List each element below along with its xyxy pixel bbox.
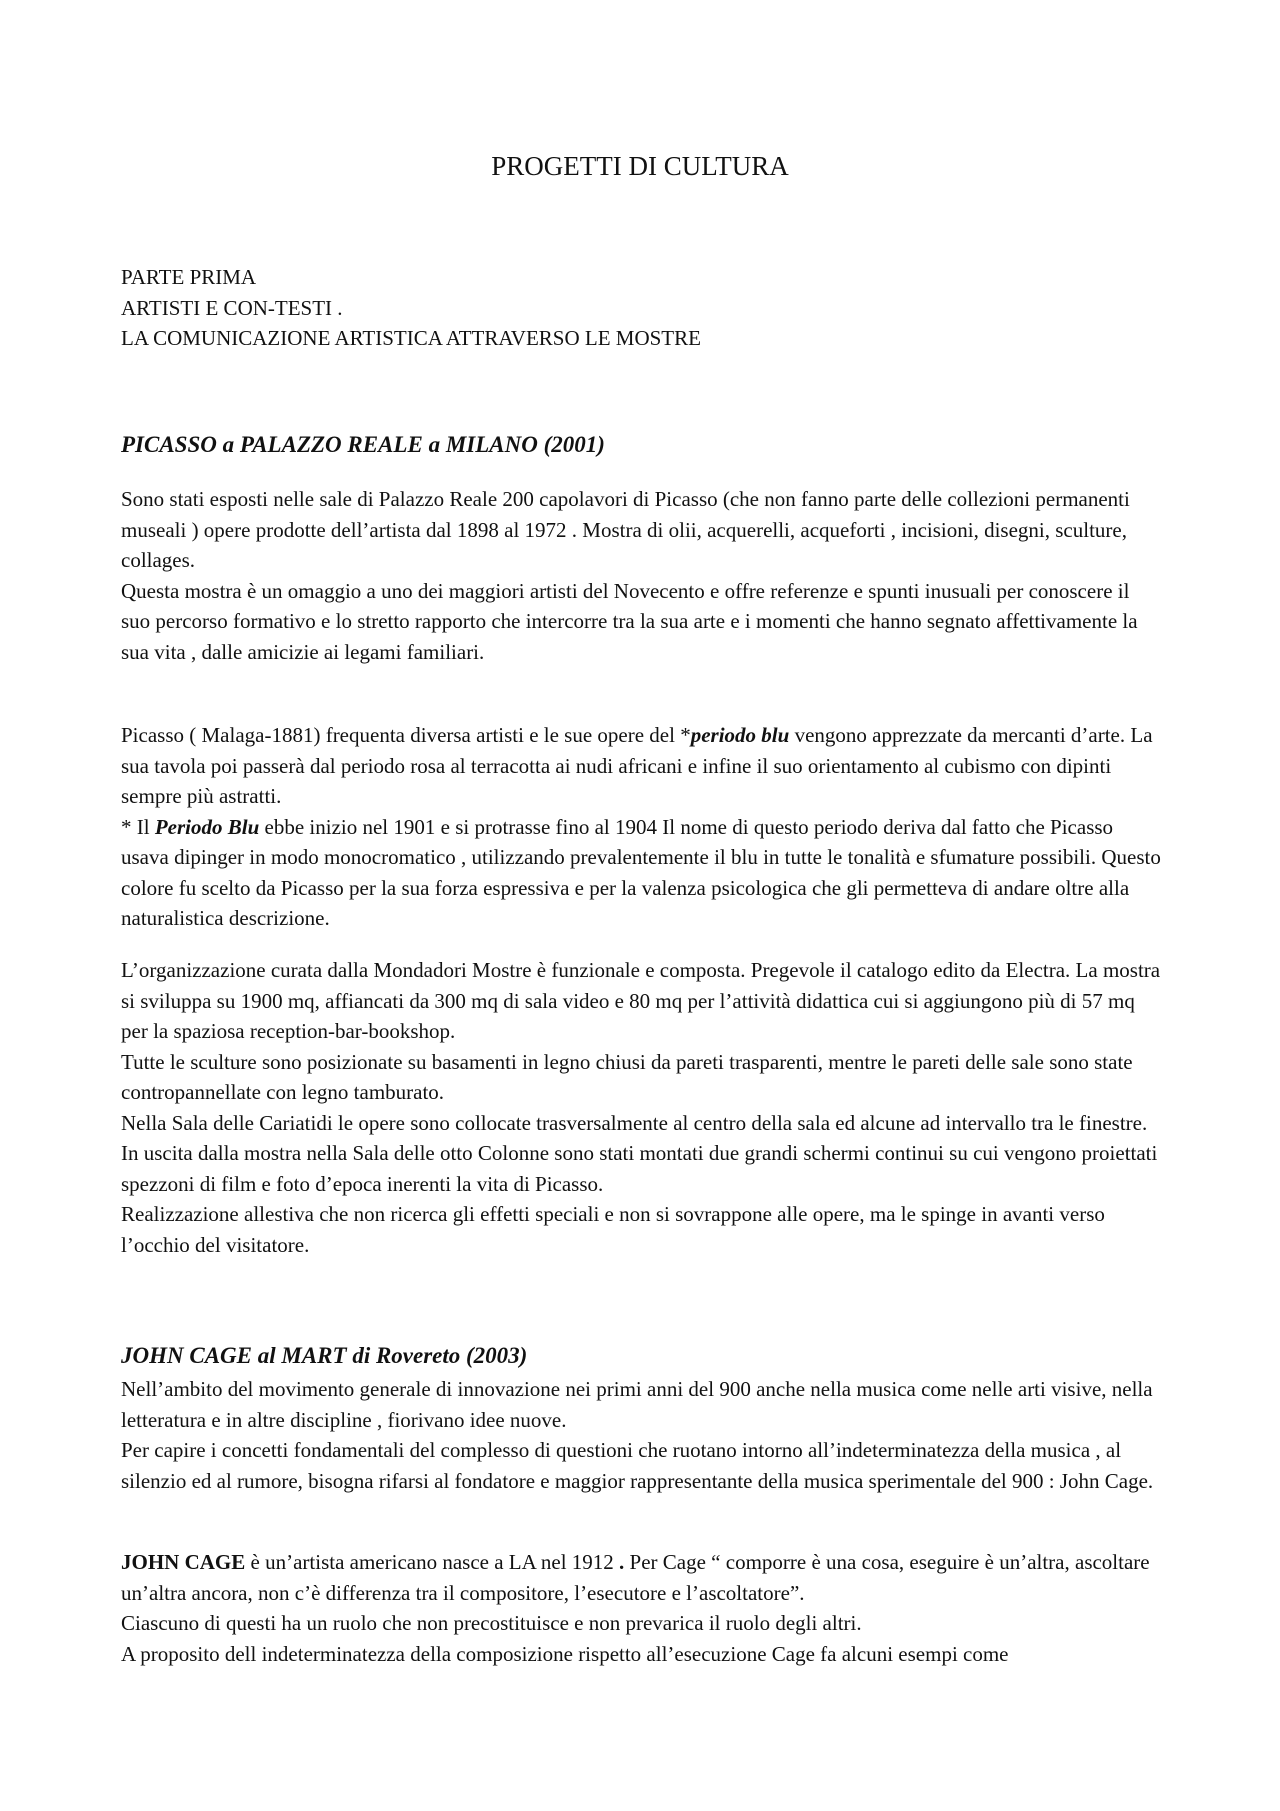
- john-cage-name: JOHN CAGE: [121, 1550, 246, 1574]
- picasso-intro-block: [121, 484, 1161, 667]
- cage-paragraph-3: [121, 1547, 1161, 1608]
- picasso-organizzazione-block: [121, 955, 1161, 1260]
- picasso-section-heading: PICASSO a PALAZZO REALE a MILANO (2001): [121, 432, 605, 457]
- picasso-paragraph-5: L’organizzazione curata dalla Mondadori Mostre è funzionale e composta. Pregevole il catalogo edito da Electra. La mostra si sviluppa su 1900 mq, affiancati da 300 mq di sala video e 80 mq per l’attività didattica cui si aggiungono più di 57 mq per la spaziosa reception-bar-bookshop.: [121, 958, 1161, 1043]
- cage-paragraph-5: A proposito dell indeterminatezza della composizione rispetto all’esecuzione Cage fa alcuni esempi come: [121, 1641, 1009, 1666]
- cage-bio-block: [121, 1547, 1161, 1669]
- picasso-paragraph-8: Realizzazione allestiva che non ricerca gli effetti speciali e non si sovrappone alle opere, ma le spinge in avanti verso l’occhio del visitatore.: [121, 1202, 1105, 1257]
- periodo-blu-term: Periodo Blu: [154, 814, 260, 839]
- para3-text-after: vengono apprezzate da mercanti d’arte. La sua tavola poi passerà dal periodo rosa al terracotta ai nudi africani e infine il suo orientamento al cubismo con dipinti sempre più astratti.: [121, 723, 1153, 808]
- cage-para3-after: Per Cage “ comporre è una cosa, eseguire è un’altra, ascoltare un’altra ancora, non c’è differenza tra il compositore, l’esecutore e l’ascoltatore”.: [121, 1550, 1150, 1605]
- cage-intro-block: [121, 1374, 1161, 1496]
- cage-paragraph-1: Nell’ambito del movimento generale di innovazione nei primi anni del 900 anche nella musica come nelle arti visive, nella letteratura e in altre discipline , fiorivano idee nuove.: [121, 1377, 1153, 1432]
- cage-section-heading: JOHN CAGE al MART di Rovereto (2003): [121, 1343, 528, 1368]
- para4-text-before: * Il: [121, 814, 155, 839]
- para4-text-after: ebbe inizio nel 1901 e si protrasse fino al 1904 Il nome di questo periodo deriva dal fatto che Picasso usava dipinger in modo monocromatico , utilizzando prevalentemente il blu in tutte le tonalità e sfumature possibili. Questo colore fu scelto da Picasso per la sua forza espressiva e per la valenza psicologica che gli permetteva di andare oltre alla naturalistica descrizione.: [121, 814, 1161, 930]
- picasso-paragraph-4: [121, 812, 1161, 934]
- document-title: PROGETTI DI CULTURA: [491, 151, 789, 181]
- picasso-paragraph-3: [121, 720, 1161, 812]
- picasso-paragraph-6: Tutte le sculture sono posizionate su basamenti in legno chiusi da pareti trasparenti, mentre le pareti delle sale sono state contropannellate con legno tamburato.: [121, 1049, 1133, 1104]
- picasso-paragraph-7: Nella Sala delle Cariatidi le opere sono collocate trasversalmente al centro della sala ed alcune ad intervallo tra le finestre. In uscita dalla mostra nella Sala delle otto Colonne sono stati montati due grandi schermi continui su cui vengono proiettati spezzoni di film e foto d’epoca inerenti la vita di Picasso.: [121, 1110, 1158, 1196]
- parte-line-2: ARTISTI E CON-TESTI .: [121, 295, 343, 320]
- picasso-periodo-block: [121, 720, 1161, 934]
- cage-paragraph-2: Per capire i concetti fondamentali del complesso di questioni che ruotano intorno all’indeterminatezza della musica , al silenzio ed al rumore, bisogna rifarsi al fondatore e maggior rappresentante della musica sperimentale del 900 : John Cage.: [121, 1438, 1154, 1493]
- parte-line-1: PARTE PRIMA: [121, 265, 257, 289]
- parte-prima-block: [121, 262, 1161, 354]
- cage-paragraph-4: Ciascuno di questi ha un ruolo che non precostituisce e non prevarica il ruolo degli altri.: [121, 1611, 862, 1635]
- picasso-paragraph-1: Sono stati esposti nelle sale di Palazzo Reale 200 capolavori di Picasso (che non fanno parte delle collezioni permanenti museali ) opere prodotte dell’artista dal 1898 al 1972 . Mostra di olii, acquerelli, acqueforti , incisioni, disegni, sculture, collages.: [121, 487, 1130, 572]
- para3-text-before: Picasso ( Malaga-1881) frequenta diversa artisti e le sue opere del *: [121, 723, 691, 747]
- parte-line-3: LA COMUNICAZIONE ARTISTICA ATTRAVERSO LE MOSTRE: [121, 326, 701, 350]
- picasso-paragraph-2: Questa mostra è un omaggio a uno dei maggiori artisti del Novecento e offre referenze e spunti inusuali per conoscere il suo percorso formativo e lo stretto rapporto che intercorre tra la sua arte e i momenti che hanno segnato affettivamente la sua vita , dalle amicizie ai legami familiari.: [121, 578, 1138, 664]
- periodo-blu-emphasis: periodo blu: [690, 723, 790, 747]
- cage-para3-middle: è un’artista americano nasce a LA nel 1912: [245, 1550, 620, 1574]
- cage-para3-dot: .: [619, 1550, 625, 1574]
